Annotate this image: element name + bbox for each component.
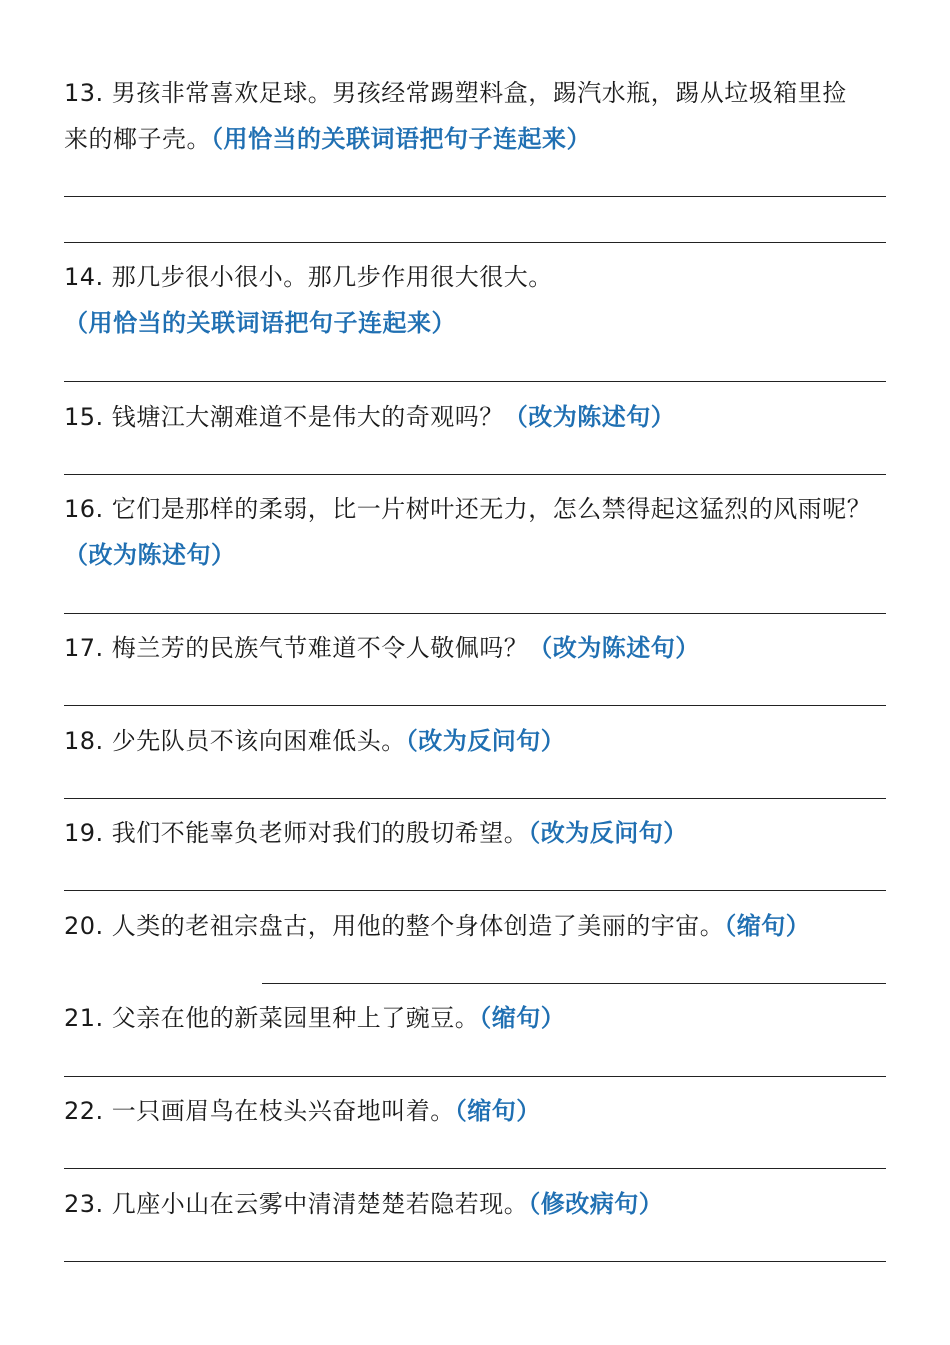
question-text: 15. 钱塘江大潮难道不是伟大的奇观吗？ — [64, 403, 504, 431]
question-text: 18. 少先队员不该向困难低头。 — [64, 727, 406, 755]
answer-line-20[interactable] — [262, 983, 886, 984]
answer-line-21[interactable] — [64, 1076, 886, 1077]
answer-line-16[interactable] — [64, 613, 886, 614]
question-text: 19. 我们不能辜负老师对我们的殷切希望。 — [64, 819, 529, 847]
question-instruction: （缩句） — [479, 1004, 566, 1032]
question-15 — [64, 394, 890, 440]
answer-line-14[interactable] — [64, 381, 886, 382]
answer-line-18[interactable] — [64, 798, 886, 799]
question-18 — [64, 718, 890, 764]
question-17 — [64, 625, 890, 671]
question-instruction: （改为反问句） — [405, 727, 566, 755]
question-instruction: （用恰当的关联词语把句子连起来） — [64, 309, 456, 337]
question-21 — [64, 995, 890, 1041]
question-text: 来的椰子壳。 — [64, 125, 211, 153]
answer-line-17[interactable] — [64, 705, 886, 706]
question-16-line-1 — [64, 486, 890, 532]
question-text: 13. 男孩非常喜欢足球。男孩经常踢塑料盒，踢汽水瓶，踢从垃圾箱里捡 — [64, 79, 847, 107]
question-text: 23. 几座小山在云雾中清清楚楚若隐若现。 — [64, 1190, 529, 1218]
question-text: 14. 那几步很小很小。那几步作用很大很大。 — [64, 263, 553, 291]
question-instruction: （缩句） — [724, 912, 811, 940]
question-13-line-2 — [64, 116, 890, 162]
question-instruction: （用恰当的关联词语把句子连起来） — [211, 125, 591, 153]
question-text: 21. 父亲在他的新菜园里种上了豌豆。 — [64, 1004, 480, 1032]
question-20 — [64, 903, 890, 949]
question-text: 17. 梅兰芳的民族气节难道不令人敬佩吗？ — [64, 634, 529, 662]
question-instruction: （改为陈述句） — [528, 634, 700, 662]
question-text: 20. 人类的老祖宗盘古，用他的整个身体创造了美丽的宇宙。 — [64, 912, 725, 940]
question-instruction: （改为反问句） — [528, 819, 688, 847]
question-instruction: （改为陈述句） — [503, 403, 676, 431]
question-14-line-1 — [64, 254, 890, 300]
question-instruction: （改为陈述句） — [64, 541, 236, 569]
answer-line-22[interactable] — [64, 1168, 886, 1169]
question-19 — [64, 810, 890, 856]
answer-line-23[interactable] — [64, 1261, 886, 1262]
question-14-line-2 — [64, 300, 890, 346]
answer-line-15[interactable] — [64, 474, 886, 475]
question-16-line-2 — [64, 532, 890, 578]
answer-line-13b[interactable] — [64, 242, 886, 243]
question-instruction: （缩句） — [454, 1097, 541, 1125]
question-text: 22. 一只画眉鸟在枝头兴奋地叫着。 — [64, 1097, 455, 1125]
answer-line-13a[interactable] — [64, 196, 886, 197]
answer-line-19[interactable] — [64, 890, 886, 891]
question-text: 16. 它们是那样的柔弱，比一片树叶还无力，怎么禁得起这猛烈的风雨呢？ — [64, 495, 872, 523]
question-22 — [64, 1088, 890, 1134]
question-23 — [64, 1181, 890, 1227]
question-13-line-1 — [64, 70, 890, 116]
question-instruction: （修改病句） — [528, 1190, 664, 1218]
